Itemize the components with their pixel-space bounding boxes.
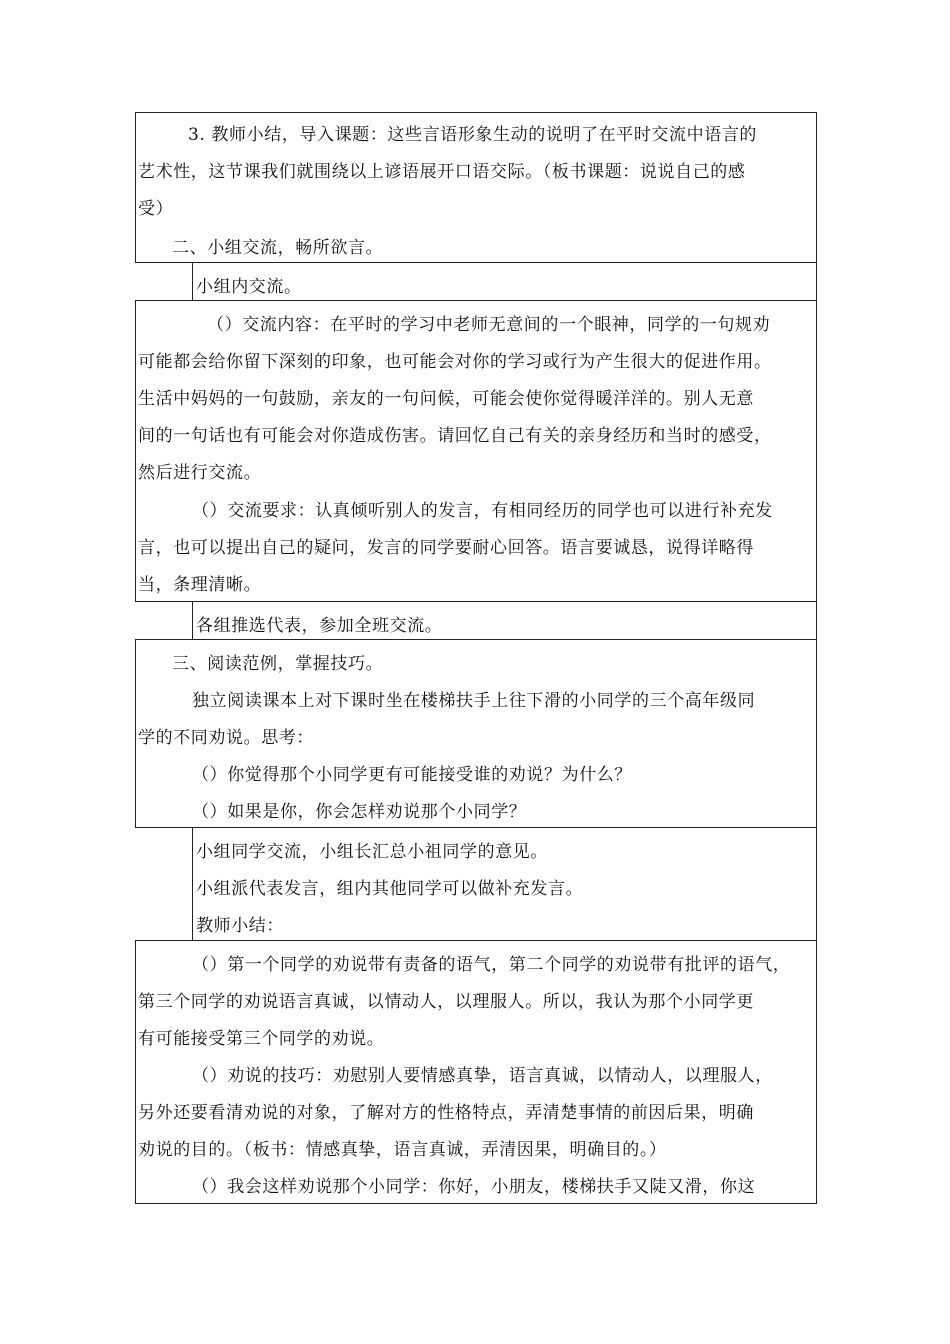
paragraph-line: 受） [138, 199, 174, 219]
paragraph-line: 学的不同劝说。思考： [138, 728, 314, 748]
paragraph-line: 当，条理清晰。 [138, 575, 262, 595]
paragraph-line: 劝说的目的。（板书：情感真挚，语言真诚，弄清因果，明确目的。） [138, 1140, 667, 1160]
paragraph-line: 生活中妈妈的一句鼓励，亲友的一句问候，可能会使你觉得暖洋洋的。别人无意 [138, 389, 754, 409]
paragraph-line: （）如果是你，你会怎样劝说那个小同学？ [192, 802, 527, 822]
paragraph-line: （）第一个同学的劝说带有责备的语气，第二个同学的劝说带有批评的语气， [192, 955, 791, 975]
paragraph-line: 间的一句话也有可能会对你造成伤害。请回忆自己有关的亲身经历和当时的感受， [138, 426, 772, 446]
paragraph-line: （）交流要求：认真倾听别人的发言，有相同经历的同学也可以进行补充发 [192, 501, 773, 521]
paragraph-line: 第三个同学的劝说语言真诚，以情动人，以理服人。所以，我认为那个小同学更 [138, 992, 754, 1012]
paragraph-line: 然后进行交流。 [138, 463, 262, 483]
paragraph-line: 小组同学交流，小组长汇总小祖同学的意见。 [196, 842, 548, 862]
paragraph-line: （）你觉得那个小同学更有可能接受谁的劝说？为什么？ [192, 765, 632, 785]
paragraph-line: 独立阅读课本上对下课时坐在楼梯扶手上往下滑的小同学的三个高年级同 [192, 691, 756, 711]
paragraph-line: 小组派代表发言，组内其他同学可以做补充发言。 [196, 879, 584, 899]
paragraph-line: （）劝说的技巧：劝慰别人要情感真挚，语言真诚，以情动人，以理服人， [192, 1066, 773, 1086]
paragraph-line: 教师小结： [196, 916, 284, 936]
paragraph-line: （）交流内容：在平时的学习中老师无意间的一个眼神，同学的一句规劝 [207, 315, 771, 335]
paragraph-line: 另外还要看清劝说的对象，了解对方的性格特点，弄清楚事情的前因后果，明确 [138, 1103, 754, 1123]
paragraph-line: （）我会这样劝说那个小同学：你好，小朋友，楼梯扶手又陡又滑，你这 [192, 1177, 756, 1197]
paragraph-line: 言，也可以提出自己的疑问，发言的同学要耐心回答。语言要诚恳，说得详略得 [138, 538, 754, 558]
paragraph-line: 小组内交流。 [196, 277, 302, 297]
paragraph-line: 可能都会给你留下深刻的印象，也可能会对你的学习或行为产生很大的促进作用。 [138, 352, 772, 372]
section-heading: 三、阅读范例，掌握技巧。 [172, 654, 384, 674]
paragraph-line: 3. 教师小结，导入课题：这些言语形象生动的说明了在平时交流中语言的 [188, 125, 758, 145]
paragraph-line: 各组推选代表，参加全班交流。 [196, 616, 443, 636]
paragraph-line: 艺术性，这节课我们就围绕以上谚语展开口语交际。（板书课题：说说自己的感 [138, 162, 746, 182]
section-heading: 二、小组交流，畅所欲言。 [172, 238, 384, 258]
paragraph-line: 有可能接受第三个同学的劝说。 [138, 1029, 385, 1049]
